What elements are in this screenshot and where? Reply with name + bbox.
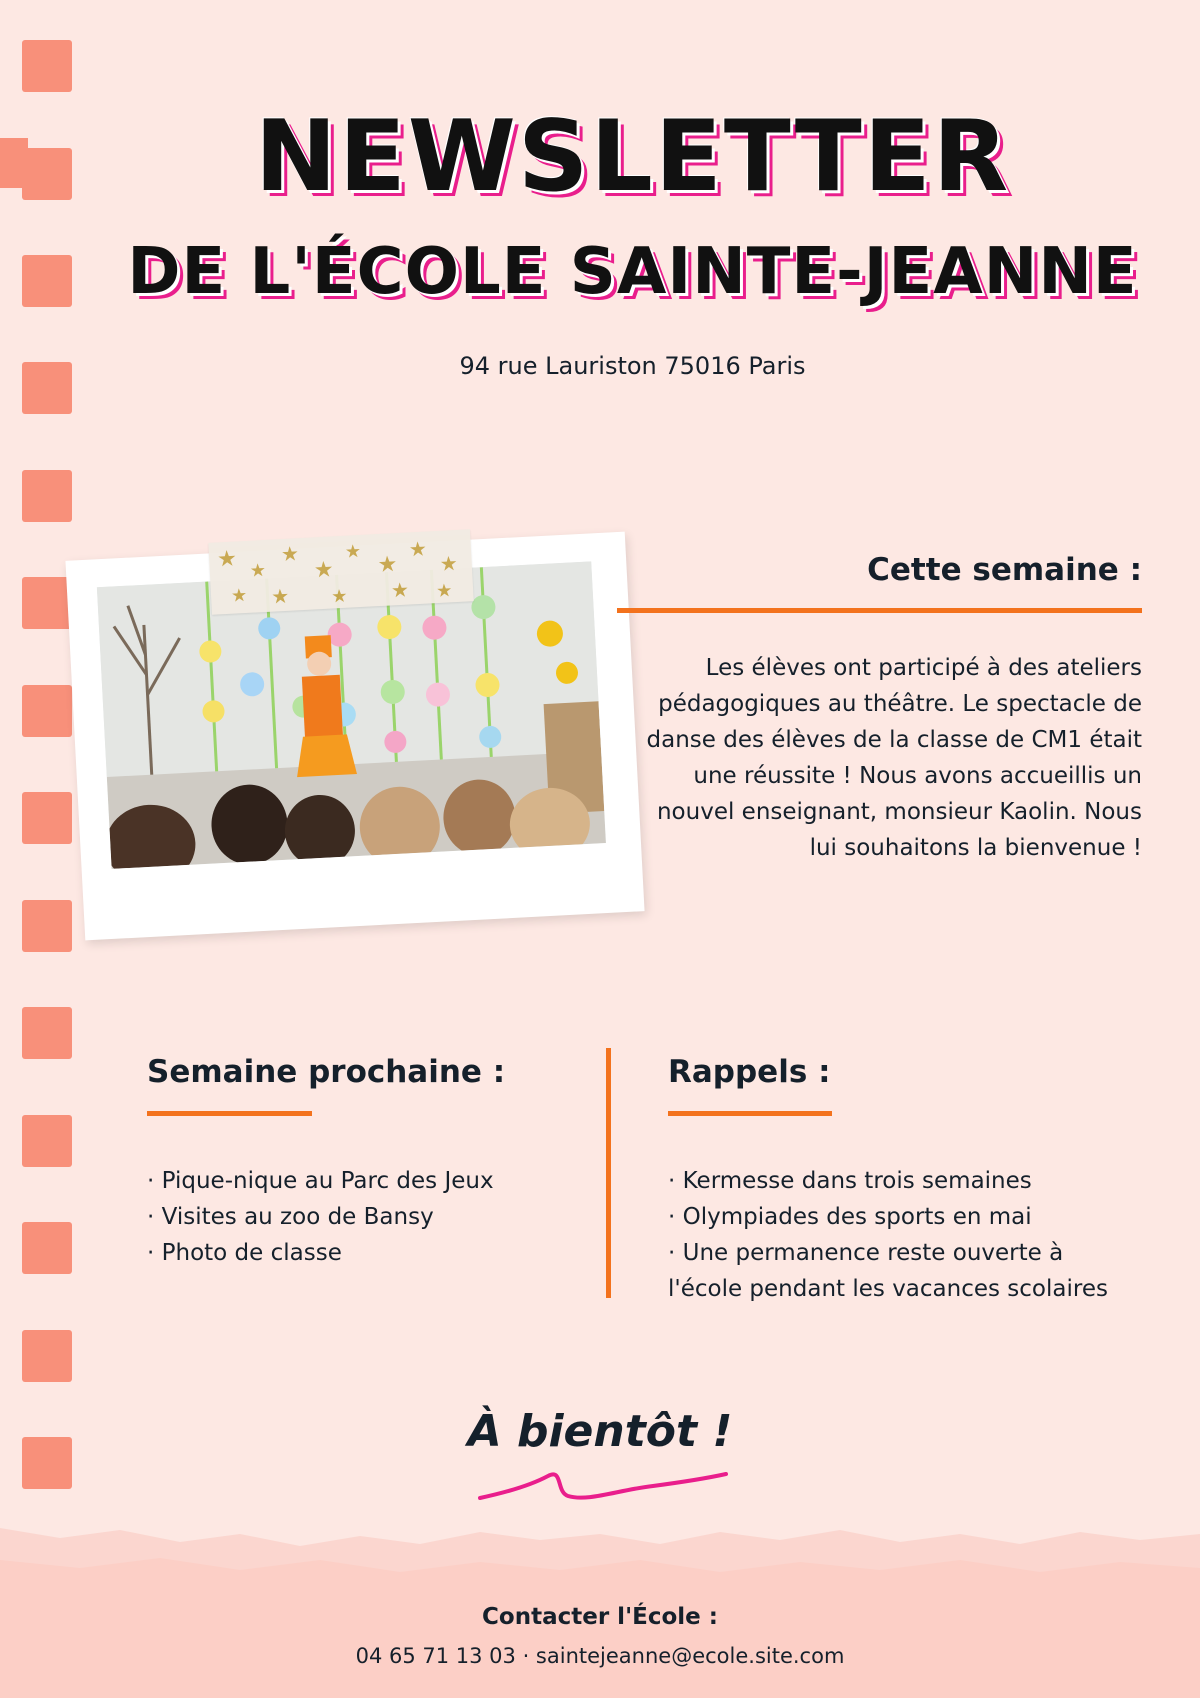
svg-text:★: ★ — [439, 550, 459, 576]
notebook-tab — [22, 1222, 72, 1274]
svg-text:★: ★ — [270, 583, 290, 609]
column-divider — [606, 1048, 611, 1298]
reminders-list — [668, 1163, 1148, 1307]
class-photo — [97, 561, 606, 869]
next-week-list — [147, 1163, 597, 1271]
list-item: · Photo de classe — [147, 1240, 342, 1266]
school-name: DE L'ÉCOLE SAINTE-JEANNE — [127, 235, 1138, 309]
newsletter-title: NEWSLETTER — [254, 100, 1011, 214]
list-item: · Visites au zoo de Bansy — [147, 1204, 434, 1230]
svg-text:★: ★ — [313, 557, 335, 584]
reminders-divider — [668, 1111, 832, 1116]
reminders-heading: Rappels : — [668, 1054, 831, 1090]
this-week-text: Les élèves ont participé à des ateliers pédagogiques au théâtre. Le spectacle de danse des élèves de la classe de CM1 était une réussite ! Nous avons accueillis un nouvel enseignant, monsieur Kaolin. Nous lui souhaitons la bienvenue ! — [646, 655, 1142, 861]
contact-heading: Contacter l'École : — [482, 1604, 718, 1630]
list-item: · Pique-nique au Parc des Jeux — [147, 1168, 494, 1194]
svg-text:★: ★ — [230, 584, 248, 607]
notebook-tab — [22, 685, 72, 737]
list-item: · Une permanence reste ouverte à — [668, 1240, 1064, 1266]
notebook-tab — [22, 1007, 72, 1059]
svg-text:★: ★ — [216, 546, 238, 573]
theatre-scene-illustration — [97, 561, 606, 869]
next-week-divider — [147, 1111, 312, 1116]
svg-text:★: ★ — [344, 540, 362, 563]
notebook-tab — [22, 470, 72, 522]
svg-text:★: ★ — [280, 541, 300, 567]
svg-text:★: ★ — [377, 552, 399, 579]
svg-text:★: ★ — [330, 585, 348, 608]
svg-text:★: ★ — [408, 536, 428, 562]
svg-text:★: ★ — [390, 577, 410, 603]
school-address: 94 rue Lauriston 75016 Paris — [459, 352, 806, 380]
washi-tape-stars — [208, 529, 473, 615]
notebook-tab — [22, 900, 72, 952]
next-week-heading: Semaine prochaine : — [147, 1054, 506, 1090]
notebook-tab — [22, 1115, 72, 1167]
notebook-tab — [22, 40, 72, 92]
notebook-tab — [22, 792, 72, 844]
notebook-tab — [22, 577, 72, 629]
list-item: · Kermesse dans trois semaines — [668, 1168, 1032, 1194]
notebook-tab — [22, 1330, 72, 1382]
list-item: l'école pendant les vacances scolaires — [668, 1276, 1108, 1302]
svg-text:★: ★ — [435, 580, 453, 603]
this-week-divider — [617, 608, 1142, 613]
svg-text:★: ★ — [249, 559, 267, 582]
closing-message: À bientôt ! — [467, 1406, 733, 1457]
list-item: · Olympiades des sports en mai — [668, 1204, 1032, 1230]
this-week-heading: Cette semaine : — [867, 552, 1142, 588]
squiggle-decoration — [478, 1462, 728, 1512]
contact-details: 04 65 71 13 03 · saintejeanne@ecole.site.com — [355, 1644, 845, 1668]
